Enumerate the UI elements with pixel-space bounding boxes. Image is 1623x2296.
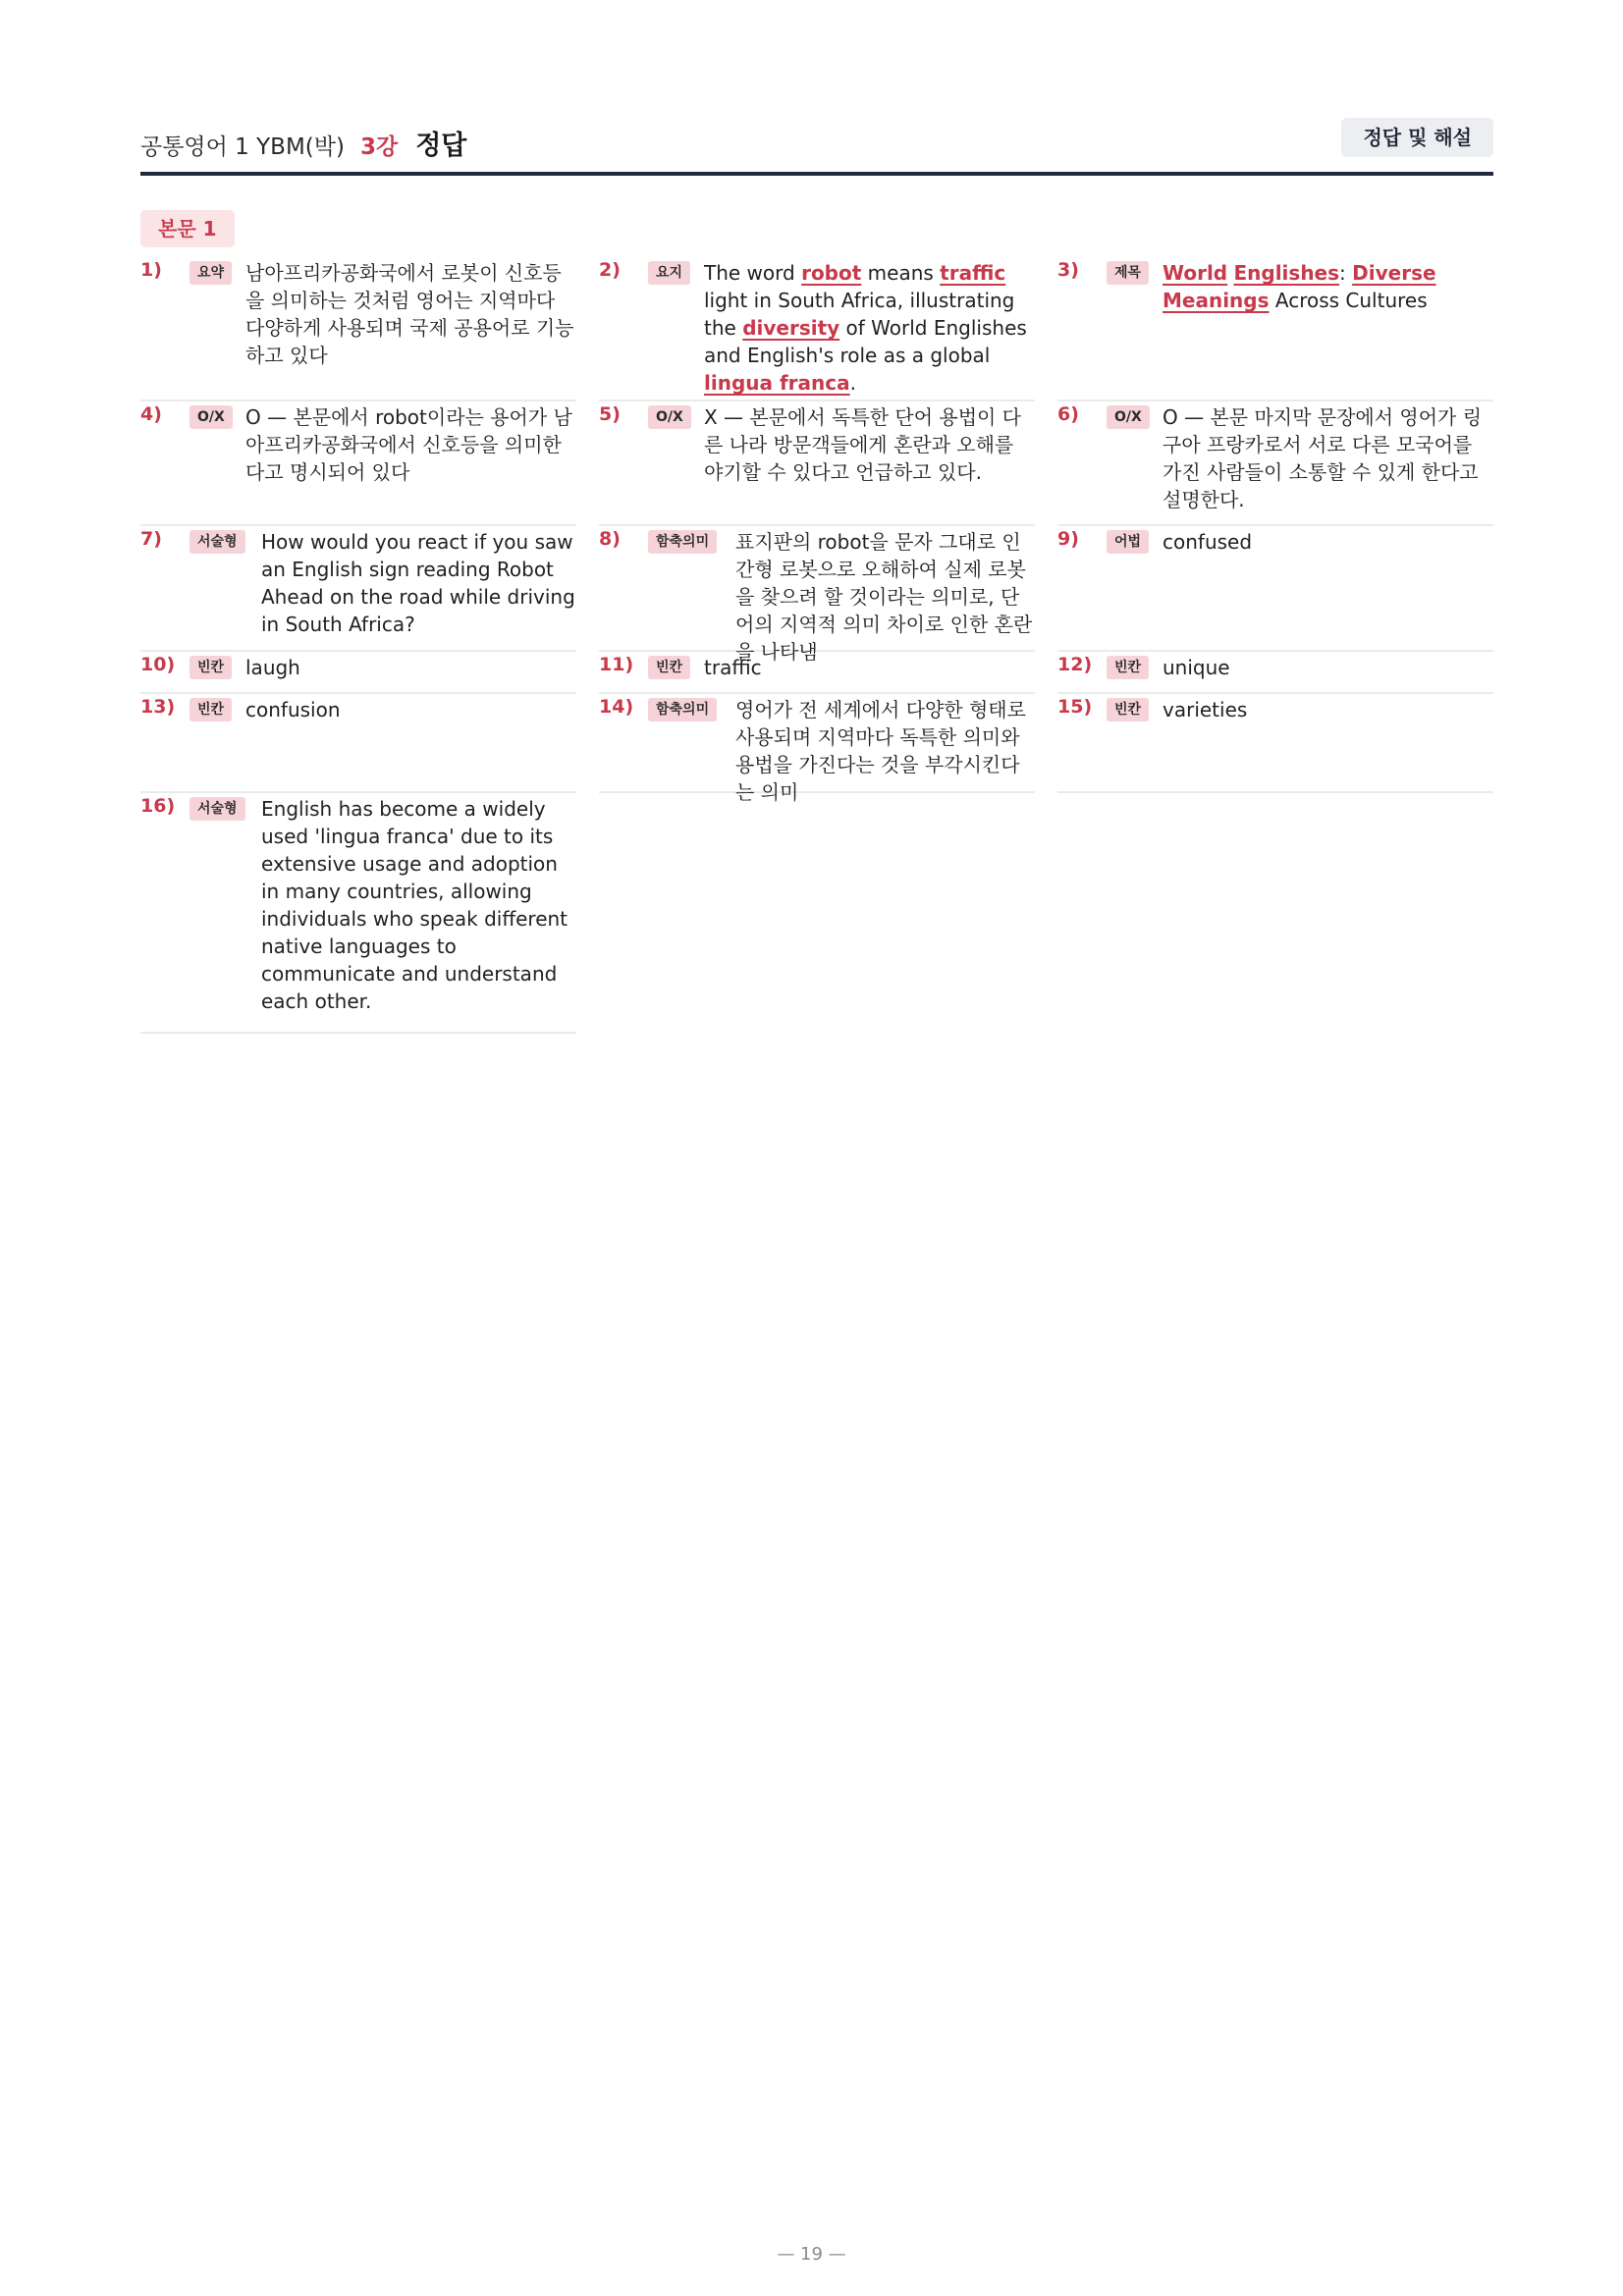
answer-text: means	[861, 261, 941, 285]
answer-item	[140, 652, 576, 694]
item-number: 9)	[1057, 528, 1079, 550]
item-answer: O — 본문에서 robot이라는 용어가 남아프리카공화국에서 신호등을 의미한다고 명시되어 있다	[245, 405, 572, 484]
highlighted-keyword: traffic	[940, 261, 1006, 285]
answer-grid	[140, 257, 1493, 1034]
answer-text: .	[849, 371, 856, 395]
answer-item	[599, 652, 1035, 694]
item-answer: laugh	[245, 656, 300, 679]
page-number: — 19 —	[777, 2244, 846, 2265]
highlighted-keyword: World	[1163, 261, 1228, 285]
item-answer: 남아프리카공화국에서 로봇이 신호등을 의미하는 것처럼 영어는 지역마다 다양하게 사용되며 국제 공용어로 기능하고 있다	[245, 261, 574, 367]
item-number: 3)	[1057, 259, 1079, 281]
item-number: 8)	[599, 528, 621, 550]
item-answer: traffic	[704, 656, 762, 679]
answer-item	[1057, 526, 1493, 652]
item-type-tag: 요약	[189, 261, 232, 285]
item-type-tag: 빈칸	[1107, 656, 1149, 679]
answer-item	[1057, 257, 1493, 401]
item-number: 2)	[599, 259, 621, 281]
answer-item	[140, 694, 576, 793]
item-type-tag: 함축의미	[648, 530, 717, 554]
section-label: 본문 1	[140, 210, 235, 247]
item-number: 10)	[140, 654, 176, 675]
item-number: 16)	[140, 795, 176, 817]
answer-text: light in South Africa, illustrating the	[704, 289, 1015, 340]
item-answer: How would you react if you saw an English sign reading Robot Ahead on the road while driving in South Africa?	[261, 530, 575, 636]
item-type-tag: 빈칸	[189, 656, 232, 679]
item-number: 7)	[140, 528, 162, 550]
header-divider	[140, 172, 1493, 176]
item-type-tag: 서술형	[189, 530, 245, 554]
item-number: 5)	[599, 403, 621, 425]
item-type-tag: 빈칸	[189, 698, 232, 721]
item-answer: varieties	[1163, 698, 1248, 721]
item-answer: English has become a widely used 'lingua franca' due to its extensive usage and adoption in many countries, allowing individuals who speak different native languages to communicate and understand each other.	[261, 797, 568, 1013]
answer-item	[599, 401, 1035, 526]
item-type-tag: 빈칸	[1107, 698, 1149, 721]
item-number: 14)	[599, 696, 634, 718]
page-title: 정답	[415, 131, 467, 161]
answer-item	[599, 694, 1035, 804]
item-type-tag: 어법	[1107, 530, 1149, 554]
empty-cell	[599, 793, 1035, 1034]
highlighted-keyword: diversity	[742, 316, 840, 340]
course-name: 공통영어 1 YBM(박)	[140, 134, 345, 160]
item-answer: unique	[1163, 656, 1230, 679]
empty-cell	[1057, 793, 1493, 1034]
answer-item	[599, 526, 1035, 664]
item-answer: O — 본문 마지막 문장에서 영어가 링구아 프랑카로서 서로 다른 모국어를 가진 사람들이 소통할 수 있게 한다고 설명한다.	[1163, 405, 1483, 511]
answer-item	[140, 401, 576, 526]
item-answer: confusion	[245, 698, 341, 721]
item-answer: confused	[1163, 530, 1253, 554]
answer-item	[1057, 401, 1493, 526]
answer-text: of World Englishes and English's role as a global	[704, 316, 1027, 367]
item-number: 12)	[1057, 654, 1093, 675]
answer-item	[140, 526, 576, 652]
item-type-tag: 제목	[1107, 261, 1149, 285]
item-answer: 영어가 전 세계에서 다양한 형태로 사용되며 지역마다 독특한 의미와 용법을 가진다는 것을 부각시킨다는 의미	[735, 698, 1026, 804]
answer-key-badge: 정답 및 해설	[1341, 118, 1493, 157]
item-answer: X — 본문에서 독특한 단어 용법이 다른 나라 방문객들에게 혼란과 오해를 야기할 수 있다고 언급하고 있다.	[704, 405, 1022, 484]
highlighted-keyword: lingua franca	[704, 371, 850, 395]
item-answer	[1163, 259, 1493, 314]
answer-item	[599, 257, 1035, 401]
item-type-tag: 빈칸	[648, 656, 690, 679]
highlighted-keyword: Englishes	[1233, 261, 1340, 285]
lesson-number: 3강	[359, 134, 399, 160]
answer-item	[1057, 652, 1493, 694]
answer-text: Across Cultures	[1269, 289, 1428, 312]
answer-item	[140, 257, 576, 401]
item-type-tag: O/X	[1107, 405, 1150, 429]
item-number: 13)	[140, 696, 176, 718]
item-answer: 표지판의 robot을 문자 그대로 인간형 로봇으로 오해하여 실제 로봇을 찾으려 할 것이라는 의미로, 단어의 지역적 의미 차이로 인한 혼란을 나타냄	[735, 530, 1033, 664]
item-type-tag: 함축의미	[648, 698, 717, 721]
item-type-tag: 서술형	[189, 797, 245, 821]
highlighted-keyword: Diverse Meanings	[1163, 261, 1436, 312]
item-number: 1)	[140, 259, 162, 281]
item-number: 4)	[140, 403, 162, 425]
item-type-tag: 요지	[648, 261, 690, 285]
answer-text: :	[1339, 261, 1353, 285]
item-number: 15)	[1057, 696, 1093, 718]
item-answer	[704, 259, 1035, 397]
item-number: 11)	[599, 654, 634, 675]
answer-item	[140, 793, 576, 1034]
item-type-tag: O/X	[648, 405, 691, 429]
answer-item	[1057, 694, 1493, 793]
answer-text: The word	[704, 261, 802, 285]
header-title-group	[140, 124, 466, 162]
item-number: 6)	[1057, 403, 1079, 425]
highlighted-keyword: robot	[801, 261, 862, 285]
page-header	[140, 114, 1493, 175]
item-type-tag: O/X	[189, 405, 233, 429]
